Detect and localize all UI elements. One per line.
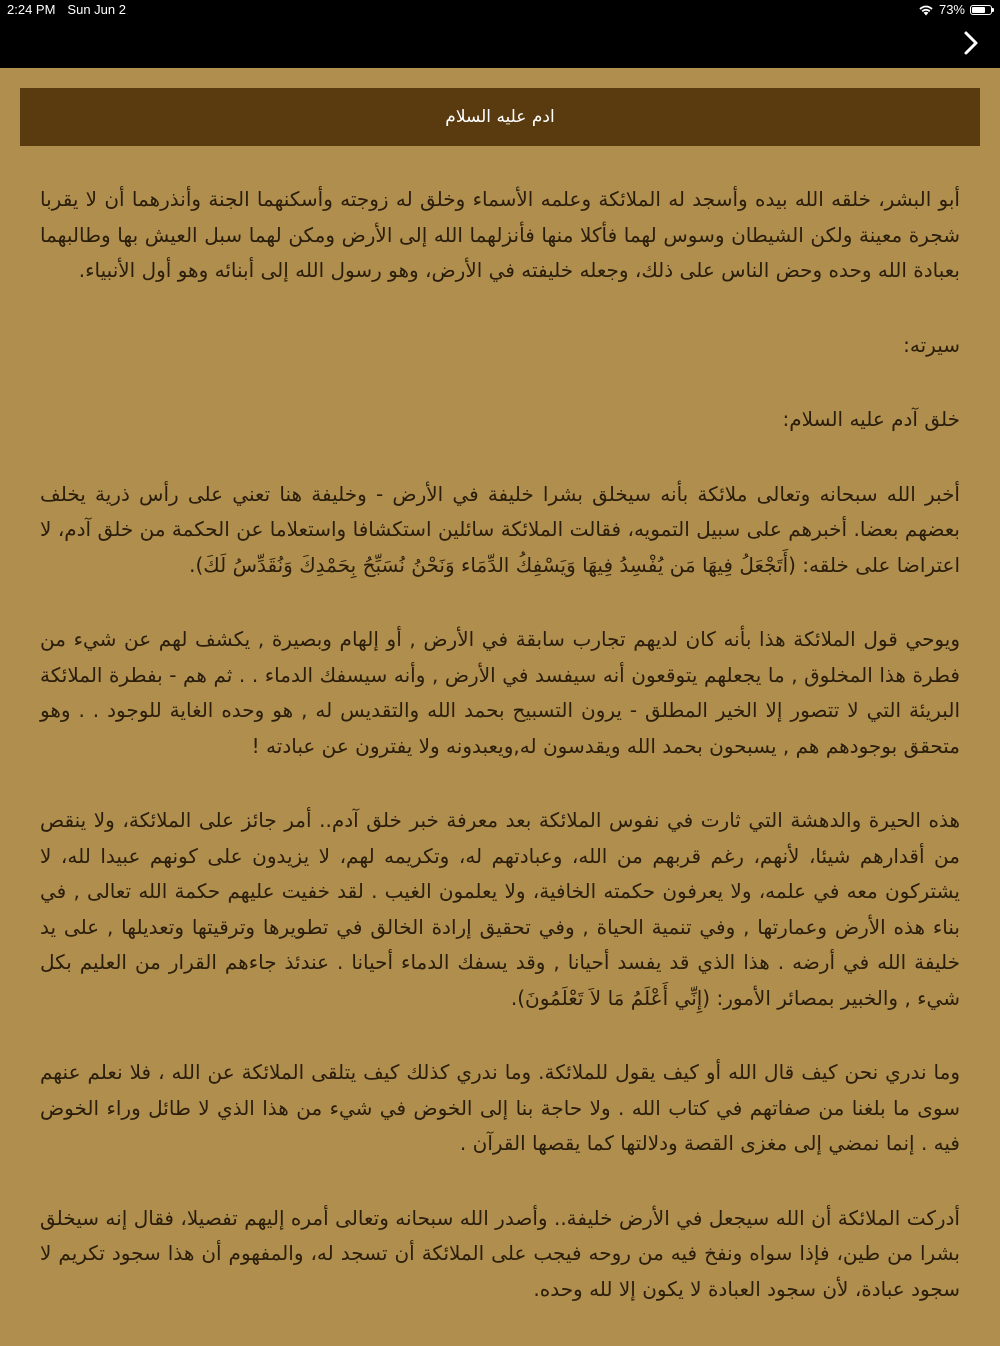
battery-fill	[972, 7, 985, 13]
article-content	[40, 182, 960, 1346]
page-title: ادم عليه السلام	[445, 107, 555, 127]
battery-percent: 73%	[938, 2, 965, 17]
forward-button[interactable]	[956, 28, 986, 58]
paragraph: هذه الحيرة والدهشة التي ثارت في نفوس الملائكة بعد معرفة خبر خلق آدم.. أمر جائز على الملائكة، ولا ينقص من أقدارهم شيئا، لأنهم، رغم قربهم من الله، وعبادتهم له، وتكريمه لهم، لا يزيدون على كونهم عبيدا لله، لا يشتركون معه في علمه، ولا يعرفون حكمته الخافية، ولا يعلمون الغيب . لقد خفيت عليهم حكمة الله تعالى , في بناء هذه الأرض وعمارتها , وفي تنمية الحياة , وفي تحقيق إرادة الخالق في تطويرها وترقيتها وتعديلها , على يد خليفة الله في أرضه . هذا الذي قد يفسد أحيانا , وقد يسفك الدماء أحيانا . عندئذ جاءهم القرار من العليم بكل شيء , والخبير بمصائر الأمور: (إِنِّي أَعْلَمُ مَا لاَ تَعْلَمُونَ).	[40, 808, 960, 1010]
status-date: Sun Jun 2	[67, 2, 126, 17]
page-title-bar	[20, 88, 980, 146]
paragraph: سيرته:	[903, 332, 960, 357]
paragraph: أخبر الله سبحانه وتعالى ملائكة بأنه سيخلق بشرا خليفة في الأرض - وخليفة هنا تعني على رأس ذرية يخلف بعضهم بعضا. أخبرهم على سبيل التمويه، فقالت الملائكة سائلين استكشافا واستعلاما عن الحكمة من خلق آدم، لا اعتراضا على خلقه: (أَتَجْعَلُ فِيهَا مَن يُفْسِدُ فِيهَا وَيَسْفِكُ الدِّمَاء وَنَحْنُ نُسَبِّحُ بِحَمْدِكَ وَنُقَدِّسُ لَكَ).	[40, 481, 960, 577]
paragraph: أدركت الملائكة أن الله سيجعل في الأرض خليفة.. وأصدر الله سبحانه وتعالى أمره إليهم تفصيلا، فقال إنه سيخلق بشرا من طين، فإذا سواه ونفخ فيه من روحه فيجب على الملائكة أن تسجد له، والمفهوم أن هذا سجود تكريم لا سجود عبادة، لأن سجود العبادة لا يكون إلا لله وحده.	[40, 1205, 960, 1301]
status-time: 2:24 PM	[7, 2, 56, 17]
status-bar	[0, 0, 1000, 20]
battery-icon	[970, 5, 992, 15]
wifi-icon	[918, 4, 934, 16]
chevron-right-icon	[962, 30, 980, 56]
paragraph: أبو البشر، خلقه الله بيده وأسجد له الملائكة وعلمه الأسماء وخلق له زوجته وأسكنهما الجنة وأنذرهما أن لا يقربا شجرة معينة ولكن الشيطان وسوس لهما فأكلا منها فأنزلهما الله إلى الأرض ومكن لهما سبل العيش بها وطالبهما بعبادة الله وحده وحض الناس على ذلك، وجعله خليفته في الأرض، وهو رسول الله إلى أبنائه وهو أول الأنبياء.	[40, 187, 960, 282]
paragraph: ويوحي قول الملائكة هذا بأنه كان لديهم تجارب سابقة في الأرض , أو إلهام وبصيرة , يكشف لهم عن شيء من فطرة هذا المخلوق , ما يجعلهم يتوقعون أنه سيفسد في الأرض , وأنه سيسفك الدماء . . ثم هم - بفطرة الملائكة البريئة التي لا تتصور إلا الخير المطلق - يرون التسبيح بحمد الله والتقديس له , هو وحده الغاية للوجود . . وهو متحقق بوجودهم هم , يسبحون بحمد الله ويقدسون له,ويعبدونه ولا يفترون عن عبادته !	[40, 627, 960, 758]
navigation-bar	[0, 20, 1000, 68]
paragraph: وما ندري نحن كيف قال الله أو كيف يقول للملائكة. وما ندري كذلك كيف يتلقى الملائكة عن الله ، فلا نعلم عنهم سوى ما بلغنا من صفاتهم في كتاب الله . ولا حاجة بنا إلى الخوض في شيء من هذا الذي لا طائل وراء الخوض فيه . إنما نمضي إلى مغزى القصة ودلالتها كما يقصها القرآن .	[40, 1060, 960, 1155]
paragraph: خلق آدم عليه السلام:	[782, 407, 960, 431]
